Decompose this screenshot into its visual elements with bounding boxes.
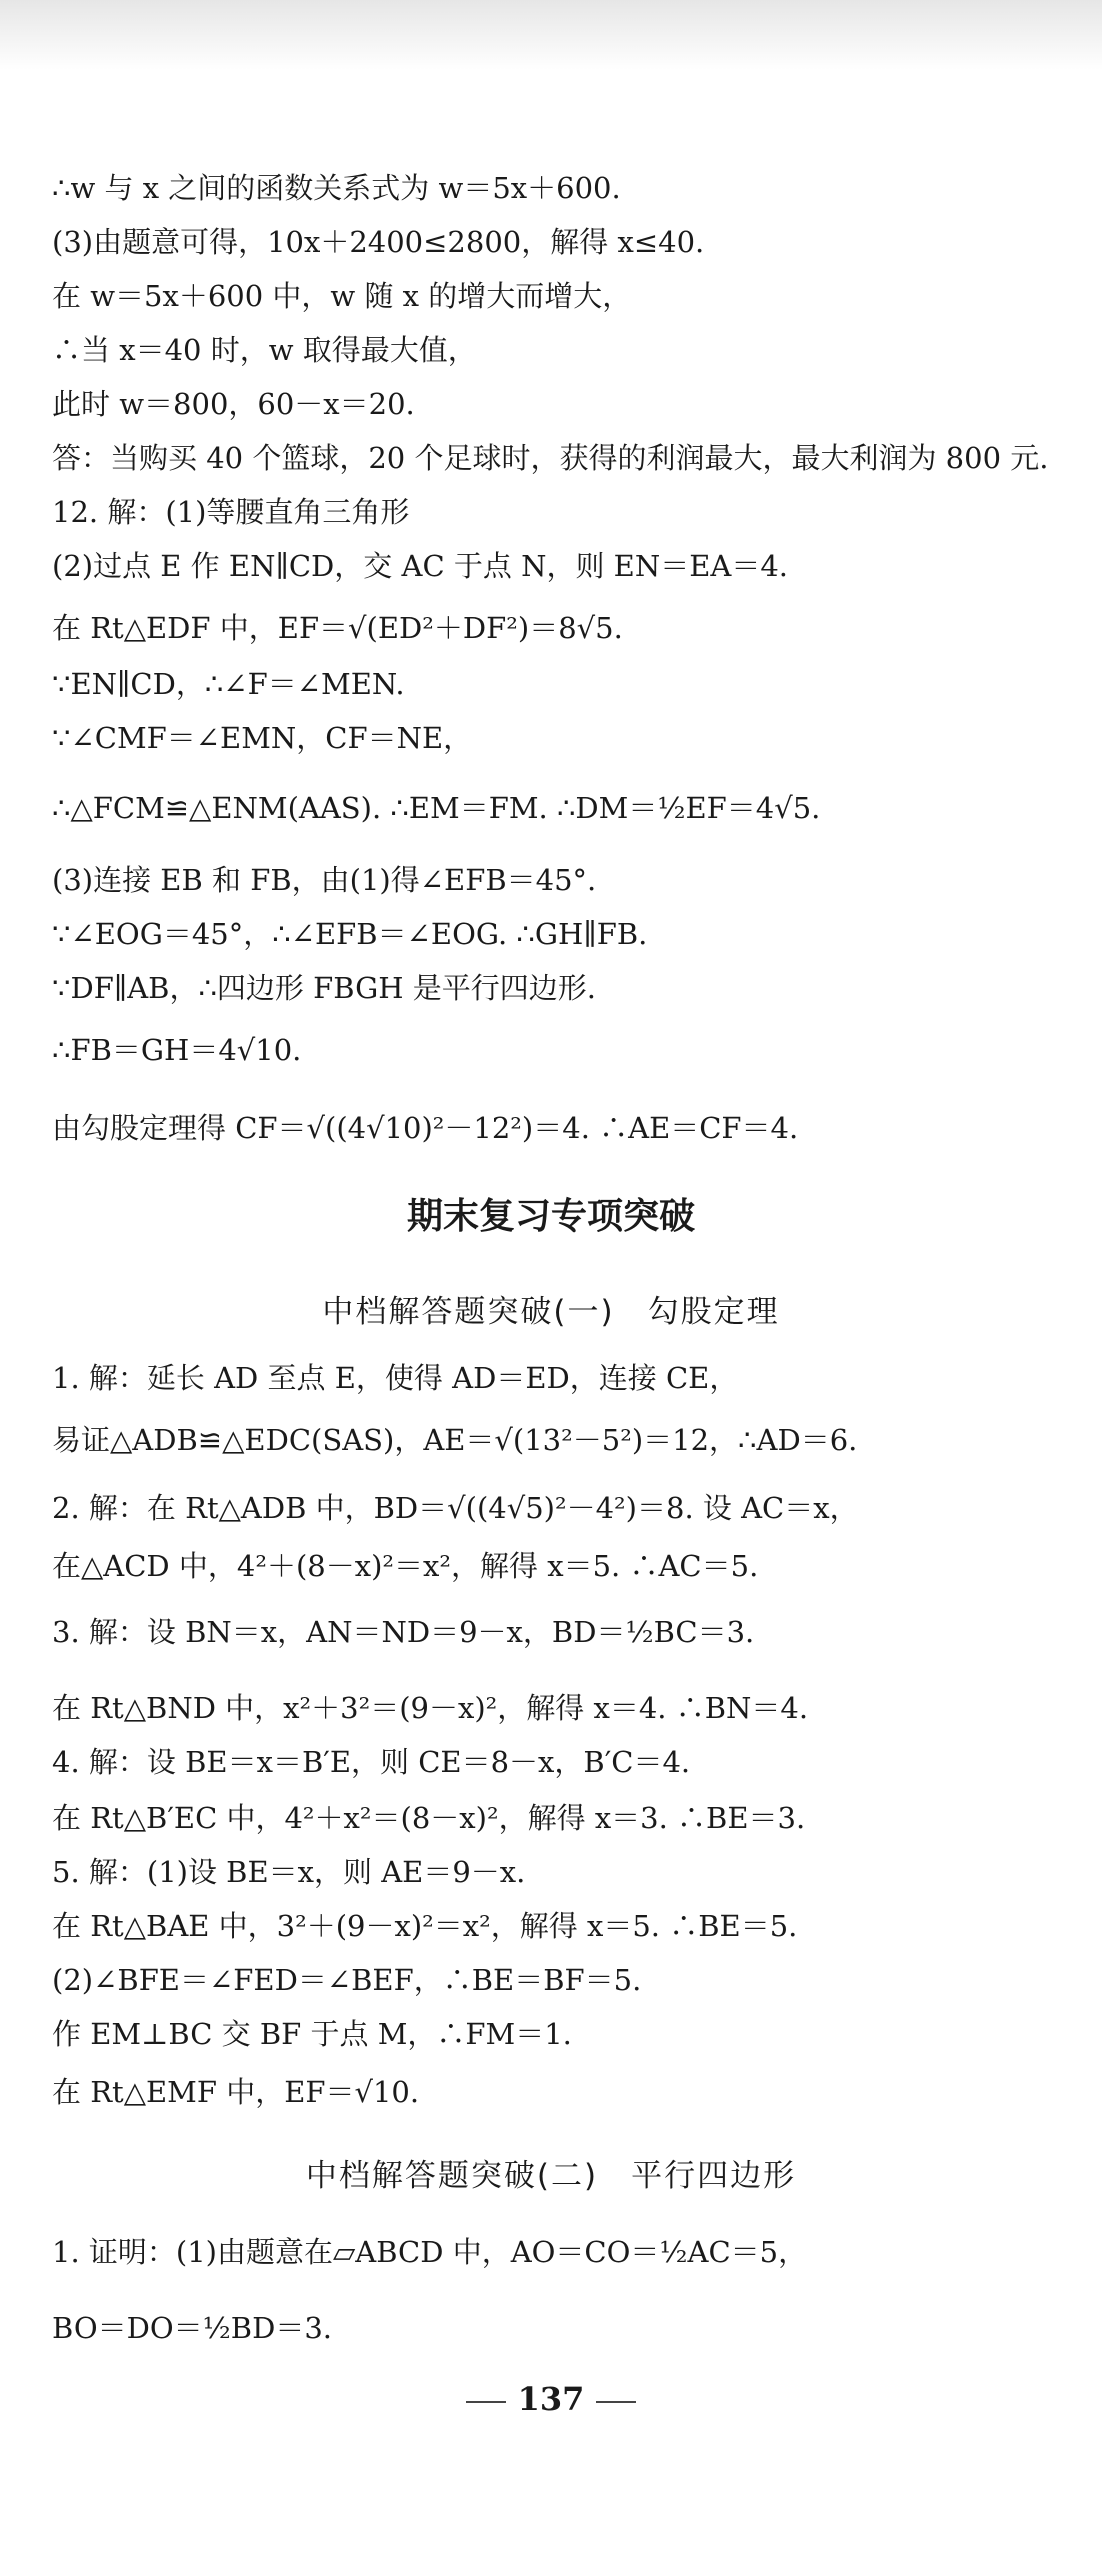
text-line: 在 Rt△B′EC 中，4²＋x²＝(8－x)²，解得 x＝3. ∴BE＝3. — [52, 1801, 806, 1835]
text-line: BO＝DO＝½BD＝3. — [52, 2311, 332, 2345]
text-line: (3)由题意可得，10x＋2400≤2800，解得 x≤40. — [52, 225, 705, 259]
text-line: 在 Rt△BND 中，x²＋3²＝(9－x)²，解得 x＝4. ∴BN＝4. — [52, 1691, 809, 1725]
text-line: ∵∠CMF＝∠EMN，CF＝NE， — [52, 721, 473, 755]
text-line: 12. 解：(1)等腰直角三角形 — [52, 495, 410, 529]
text-line: 答：当购买 40 个篮球，20 个足球时，获得的利润最大，最大利润为 800 元. — [52, 441, 1049, 475]
page-edge-shadow — [0, 0, 1102, 70]
text-line: 在 Rt△BAE 中，3²＋(9－x)²＝x²，解得 x＝5. ∴BE＝5. — [52, 1909, 798, 1943]
text-line: 在△ACD 中，4²＋(8－x)²＝x²，解得 x＝5. ∴AC＝5. — [52, 1549, 759, 1583]
text-line: ∵DF∥AB，∴四边形 FBGH 是平行四边形. — [52, 971, 597, 1005]
text-line: 在 w＝5x＋600 中，w 随 x 的增大而增大， — [52, 279, 632, 313]
text-line: 此时 w＝800，60－x＝20. — [52, 387, 415, 421]
dash-left — [466, 2401, 506, 2403]
subsection-title: 中档解答题突破(二) 平行四边形 — [305, 2158, 797, 2194]
text-line: 在 Rt△EDF 中，EF＝√(ED²＋DF²)＝8√5. — [52, 611, 623, 645]
text-line: ∵∠EOG＝45°，∴∠EFB＝∠EOG. ∴GH∥FB. — [52, 917, 648, 951]
text-line: 由勾股定理得 CF＝√((4√10)²－12²)＝4. ∴AE＝CF＝4. — [52, 1111, 799, 1145]
text-line: 易证△ADB≌△EDC(SAS)，AE＝√(13²－5²)＝12，∴AD＝6. — [52, 1423, 858, 1457]
text-line: (2)∠BFE＝∠FED＝∠BEF，∴BE＝BF＝5. — [52, 1963, 642, 1997]
text-line: ∴w 与 x 之间的函数关系式为 w＝5x＋600. — [52, 171, 621, 205]
text-line: ∴△FCM≌△ENM(AAS). ∴EM＝FM. ∴DM＝½EF＝4√5. — [52, 791, 821, 825]
text-line: 1. 证明：(1)由题意在▱ABCD 中，AO＝CO＝½AC＝5， — [52, 2235, 808, 2269]
subsection-title: 中档解答题突破(一) 勾股定理 — [322, 1294, 780, 1330]
dash-right — [596, 2401, 636, 2403]
text-line: (3)连接 EB 和 FB，由(1)得∠EFB＝45°. — [52, 863, 597, 897]
text-line: 3. 解：设 BN＝x，AN＝ND＝9－x，BD＝½BC＝3. — [52, 1615, 755, 1649]
text-line: 1. 解：延长 AD 至点 E，使得 AD＝ED，连接 CE， — [52, 1361, 739, 1395]
text-line: ∴当 x＝40 时，w 取得最大值， — [52, 333, 477, 367]
text-line: 在 Rt△EMF 中，EF＝√10. — [52, 2075, 420, 2109]
text-line: 2. 解：在 Rt△ADB 中，BD＝√((4√5)²－4²)＝8. 设 AC＝x， — [52, 1491, 859, 1525]
text-line: 作 EM⊥BC 交 BF 于点 M，∴FM＝1. — [52, 2017, 572, 2051]
text-line: ∵EN∥CD，∴∠F＝∠MEN. — [52, 667, 405, 701]
section-title: 期末复习专项突破 — [406, 1196, 695, 1237]
page-number — [0, 2380, 1102, 2418]
text-line: 5. 解：(1)设 BE＝x，则 AE＝9－x. — [52, 1855, 526, 1889]
text-line: (2)过点 E 作 EN∥CD，交 AC 于点 N，则 EN＝EA＝4. — [52, 549, 788, 583]
text-line: 4. 解：设 BE＝x＝B′E，则 CE＝8－x，B′C＝4. — [52, 1745, 691, 1779]
page-number-text: 137 — [517, 2380, 585, 2418]
text-line: ∴FB＝GH＝4√10. — [52, 1033, 302, 1067]
